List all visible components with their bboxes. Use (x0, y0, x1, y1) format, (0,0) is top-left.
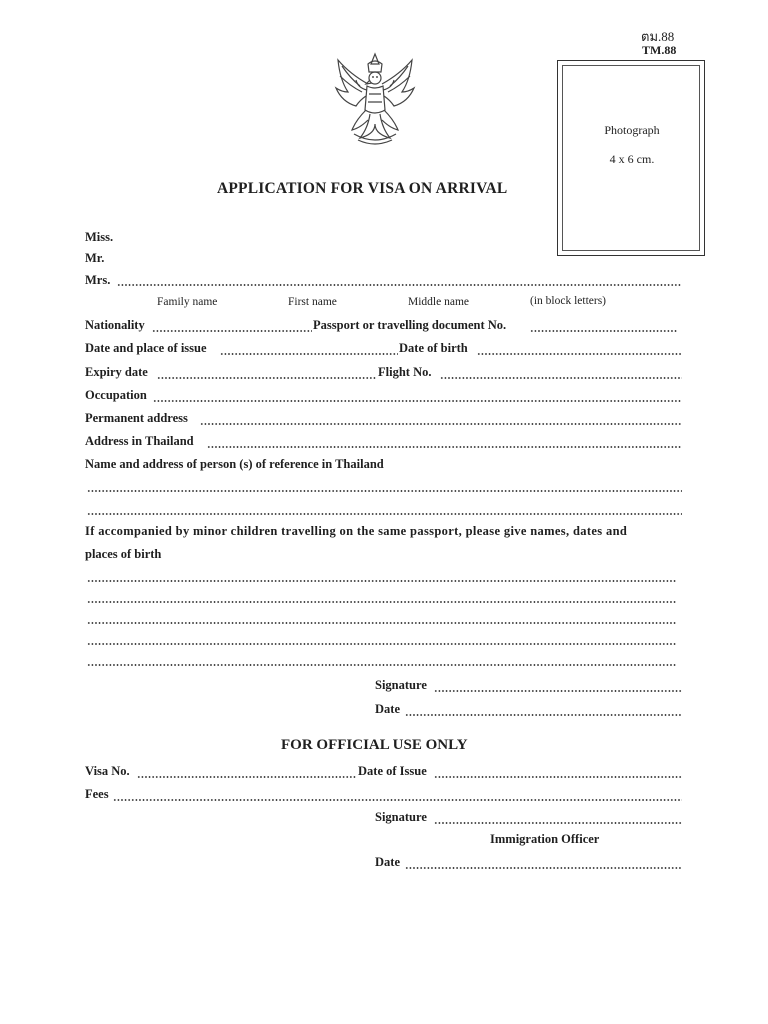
label-occupation: Occupation (85, 388, 147, 402)
date-place-issue-line[interactable] (220, 352, 398, 356)
address-thailand-line[interactable] (207, 445, 682, 449)
form-code-thai: ตม.88 (641, 29, 675, 44)
occupation-line[interactable] (153, 399, 682, 403)
label-permanent-address: Permanent address (85, 411, 188, 425)
date-line[interactable] (405, 713, 682, 717)
form-code-latin: TM.88 (642, 43, 677, 57)
label-signature: Signature (375, 678, 427, 692)
label-reference-person: Name and address of person (s) of reference in Thailand (85, 457, 384, 471)
label-official-signature: Signature (375, 810, 427, 824)
salutation-miss[interactable]: Miss. (85, 230, 114, 244)
photo-label: Photograph (604, 123, 660, 137)
name-line[interactable] (117, 283, 682, 287)
photo-size: 4 x 6 cm. (609, 152, 655, 166)
fees-line[interactable] (113, 798, 682, 802)
label-flight-no: Flight No. (378, 365, 432, 379)
label-date: Date (375, 702, 400, 716)
date-of-issue-line[interactable] (434, 775, 682, 779)
garuda-emblem-icon (330, 50, 420, 150)
reference-line-1[interactable] (87, 489, 682, 493)
label-address-thailand: Address in Thailand (85, 434, 194, 448)
official-date-line[interactable] (405, 866, 682, 870)
salutation-mr[interactable]: Mr. (85, 251, 105, 265)
label-expiry-date: Expiry date (85, 365, 148, 379)
label-fees: Fees (85, 787, 109, 801)
caption-middle-name: Middle name (408, 296, 469, 308)
expiry-date-line[interactable] (157, 376, 377, 380)
children-line-2[interactable] (87, 600, 677, 604)
caption-first-name: First name (288, 296, 337, 308)
label-date-of-birth: Date of birth (399, 341, 468, 355)
nationality-line[interactable] (152, 329, 312, 333)
label-date-place-issue: Date and place of issue (85, 341, 207, 355)
label-visa-no: Visa No. (85, 764, 130, 778)
minor-children-note-2: places of birth (85, 547, 162, 561)
children-line-5[interactable] (87, 663, 677, 667)
label-immigration-officer: Immigration Officer (490, 832, 600, 846)
passport-line[interactable] (530, 329, 678, 333)
caption-block-letters: (in block letters) (530, 295, 607, 307)
reference-line-2[interactable] (87, 512, 682, 516)
caption-family-name: Family name (157, 296, 218, 308)
flight-no-line[interactable] (440, 376, 682, 380)
visa-no-line[interactable] (137, 775, 357, 779)
children-line-3[interactable] (87, 621, 677, 625)
label-passport: Passport or travelling document No. (313, 318, 507, 332)
children-line-1[interactable] (87, 579, 677, 583)
official-signature-line[interactable] (434, 821, 682, 825)
signature-line[interactable] (434, 689, 682, 693)
salutation-mrs[interactable]: Mrs. (85, 273, 111, 287)
date-of-birth-line[interactable] (477, 352, 681, 356)
form-title: APPLICATION FOR VISA ON ARRIVAL (217, 180, 508, 197)
permanent-address-line[interactable] (200, 422, 682, 426)
label-official-date: Date (375, 855, 400, 869)
label-nationality: Nationality (85, 318, 145, 332)
photo-box[interactable] (562, 65, 700, 251)
official-heading: FOR OFFICIAL USE ONLY (281, 737, 468, 753)
label-date-of-issue: Date of Issue (358, 764, 427, 778)
children-line-4[interactable] (87, 642, 677, 646)
minor-children-note: If accompanied by minor children travelling on the same passport, please give names, dates and (85, 524, 628, 538)
